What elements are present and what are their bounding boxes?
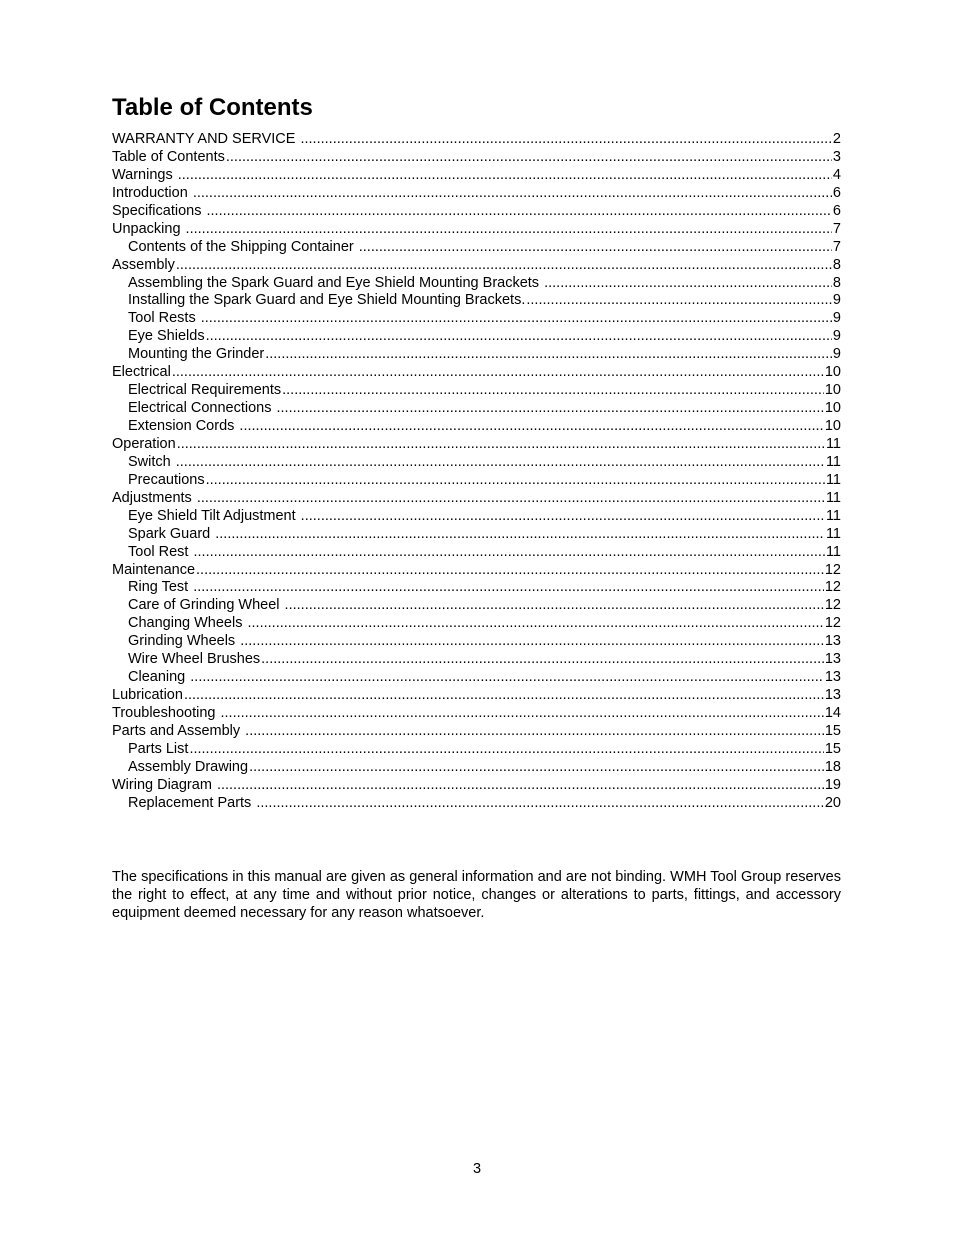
toc-entry-page: 20	[824, 794, 841, 811]
toc-subentry[interactable]	[112, 597, 841, 615]
toc-entry[interactable]	[112, 257, 841, 275]
toc-entry-title: Mounting the Grinder	[128, 346, 265, 363]
toc-dot-leader	[277, 400, 824, 418]
toc-subentry[interactable]	[112, 239, 841, 257]
toc-entry-title: Assembly	[112, 256, 175, 273]
toc-entry-page: 8	[832, 256, 841, 273]
toc-dot-leader	[206, 328, 832, 346]
toc-entry[interactable]	[112, 562, 841, 580]
toc-subentry[interactable]	[112, 544, 841, 562]
toc-entry-page: 11	[825, 489, 841, 506]
specifications-disclaimer: The specifications in this manual are given as general information and are not binding. WMH Tool Group reserves the right to effect, at any time and without prior notice, changes or alterations to parts, fittings, and accessory equipment deemed necessary for any reason whatsoever.	[112, 869, 841, 921]
toc-subentry[interactable]	[112, 759, 841, 777]
toc-dot-leader	[544, 275, 832, 293]
toc-entry-page: 8	[832, 274, 841, 291]
toc-dot-leader	[265, 346, 832, 364]
toc-entry-page: 12	[824, 561, 841, 578]
toc-entry-page: 11	[825, 525, 841, 542]
toc-entry-title: Troubleshooting	[112, 705, 220, 721]
toc-entry-page: 7	[832, 238, 841, 255]
toc-subentry[interactable]	[112, 651, 841, 669]
toc-entry-page: 12	[824, 597, 841, 614]
toc-entry-title: Care of Grinding Wheel	[128, 597, 284, 614]
toc-entry-page: 10	[824, 400, 841, 417]
toc-dot-leader	[526, 292, 832, 310]
toc-subentry[interactable]	[112, 508, 841, 526]
toc-entry-page: 10	[824, 382, 841, 399]
toc-entry-title: Eye Shield Tilt Adjustment	[128, 507, 300, 524]
toc-entry-page: 11	[825, 507, 841, 524]
toc-dot-leader	[285, 597, 824, 615]
toc-dot-leader	[172, 364, 824, 382]
toc-entry-page: 2	[832, 131, 841, 147]
toc-dot-leader	[189, 741, 823, 759]
toc-entry-title: Electrical Connections	[128, 400, 276, 417]
toc-entry-title: Electrical Requirements	[128, 382, 282, 399]
toc-subentry[interactable]	[112, 400, 841, 418]
toc-entry-page: 15	[824, 722, 841, 739]
toc-entry-page: 4	[832, 166, 841, 183]
toc-entry-title: WARRANTY AND SERVICE	[112, 131, 300, 147]
toc-entry-page: 9	[832, 346, 841, 363]
toc-dot-leader	[186, 221, 832, 239]
toc-entry[interactable]	[112, 490, 841, 508]
toc-entry[interactable]	[112, 777, 841, 795]
toc-entry-page: 19	[824, 776, 841, 793]
toc-dot-leader	[207, 203, 832, 221]
toc-dot-leader	[217, 777, 824, 795]
toc-entry-page: 13	[824, 651, 841, 668]
toc-dot-leader	[196, 562, 824, 580]
toc-entry-title: Spark Guard	[128, 525, 215, 542]
toc-dot-leader	[261, 651, 824, 669]
toc-entry-title: Wiring Diagram	[112, 776, 216, 793]
page-number: 3	[472, 1161, 482, 1177]
toc-dot-leader	[240, 633, 824, 651]
toc-entry-title: Specifications	[112, 202, 206, 219]
toc-dot-leader	[178, 167, 832, 185]
toc-dot-leader	[249, 759, 824, 777]
toc-entry-title: Grinding Wheels	[128, 633, 240, 650]
toc-dot-leader	[220, 705, 823, 723]
toc-dot-leader	[193, 579, 824, 597]
toc-entry-page: 3	[832, 148, 841, 165]
toc-subentry[interactable]	[112, 418, 841, 436]
toc-entry-page: 13	[824, 687, 841, 704]
toc-entry-page: 6	[832, 184, 841, 201]
toc-dot-leader	[359, 239, 832, 257]
toc-entry-title: Unpacking	[112, 220, 185, 237]
toc-dot-leader	[301, 508, 825, 526]
toc-entry[interactable]	[112, 185, 841, 203]
toc-entry-title: Tool Rests	[128, 310, 200, 327]
toc-entry-page: 9	[832, 310, 841, 327]
toc-entry-title: Switch	[128, 453, 175, 470]
toc-subentry[interactable]	[112, 310, 841, 328]
toc-entry-page: 12	[824, 579, 841, 596]
toc-entry-page: 7	[832, 220, 841, 237]
toc-entry-title: Wire Wheel Brushes	[128, 651, 261, 668]
toc-entry-title: Lubrication	[112, 687, 183, 704]
toc-dot-leader	[193, 185, 832, 203]
toc-entry-page: 6	[832, 202, 841, 219]
toc-dot-leader	[256, 795, 824, 813]
toc-entry-page: 11	[825, 435, 841, 452]
toc-entry-title: Operation	[112, 435, 176, 452]
toc-dot-leader	[282, 382, 824, 400]
toc-dot-leader	[248, 615, 824, 633]
toc-subentry[interactable]	[112, 633, 841, 651]
toc-dot-leader	[177, 436, 825, 454]
toc-entry-title: Maintenance	[112, 561, 196, 578]
toc-dot-leader	[197, 490, 825, 508]
toc-dot-leader	[226, 149, 832, 167]
toc-dot-leader	[176, 454, 825, 472]
toc-dot-leader	[206, 472, 825, 490]
toc-entry[interactable]	[112, 364, 841, 382]
table-of-contents	[112, 131, 841, 813]
page-title: Table of Contents	[112, 94, 313, 121]
toc-entry-page: 18	[824, 758, 841, 775]
toc-entry-page: 13	[824, 633, 841, 650]
toc-subentry[interactable]	[112, 615, 841, 633]
toc-entry-page: 14	[824, 705, 841, 721]
toc-entry-page: 11	[825, 543, 841, 560]
toc-entry[interactable]	[112, 705, 841, 723]
toc-entry[interactable]	[112, 436, 841, 454]
toc-subentry[interactable]	[112, 579, 841, 597]
toc-dot-leader	[300, 131, 831, 149]
toc-subentry[interactable]	[112, 275, 841, 293]
toc-entry-title: Eye Shields	[128, 328, 205, 345]
toc-subentry[interactable]	[112, 472, 841, 490]
toc-dot-leader	[190, 669, 824, 687]
toc-dot-leader	[193, 544, 824, 562]
toc-dot-leader	[239, 418, 823, 436]
toc-entry-page: 10	[824, 364, 841, 381]
toc-entry-title: Cleaning	[128, 669, 190, 686]
toc-entry-title: Changing Wheels	[128, 615, 247, 632]
toc-entry-title: Contents of the Shipping Container	[128, 238, 358, 255]
toc-dot-leader	[245, 723, 824, 741]
toc-entry-page: 15	[824, 740, 841, 757]
toc-subentry[interactable]	[112, 741, 841, 759]
toc-entry[interactable]	[112, 203, 841, 221]
toc-dot-leader	[215, 526, 825, 544]
toc-subentry[interactable]	[112, 454, 841, 472]
toc-dot-leader	[184, 687, 824, 705]
toc-entry-page: 12	[824, 615, 841, 632]
toc-entry-title: Assembly Drawing	[128, 758, 249, 775]
toc-entry-title: Parts List	[128, 740, 189, 757]
toc-dot-leader	[176, 257, 832, 275]
toc-entry-title: Introduction	[112, 184, 192, 201]
toc-entry-page: 9	[832, 328, 841, 345]
toc-entry-title: Installing the Spark Guard and Eye Shield Mounting Brackets.	[128, 292, 526, 309]
toc-subentry[interactable]	[112, 526, 841, 544]
toc-entry[interactable]	[112, 687, 841, 705]
toc-entry-title: Tool Rest	[128, 543, 193, 560]
toc-dot-leader	[201, 310, 832, 328]
toc-entry-title: Warnings	[112, 166, 177, 183]
toc-entry-title: Adjustments	[112, 489, 196, 506]
toc-entry-title: Assembling the Spark Guard and Eye Shield Mounting Brackets	[128, 274, 544, 291]
toc-entry-title: Electrical	[112, 364, 171, 381]
toc-subentry[interactable]	[112, 669, 841, 687]
toc-entry[interactable]	[112, 131, 841, 149]
toc-entry-title: Ring Test	[128, 579, 193, 596]
toc-entry[interactable]	[112, 221, 841, 239]
toc-entry-title: Extension Cords	[128, 418, 239, 434]
toc-entry-page: 11	[825, 471, 841, 488]
toc-entry-title: Table of Contents	[112, 148, 225, 165]
toc-entry-title: Parts and Assembly	[112, 722, 245, 739]
toc-entry[interactable]	[112, 723, 841, 741]
toc-subentry[interactable]	[112, 292, 841, 310]
toc-entry-title: Replacement Parts	[128, 794, 256, 811]
toc-subentry[interactable]	[112, 346, 841, 364]
toc-subentry[interactable]	[112, 328, 841, 346]
toc-entry-title: Precautions	[128, 471, 205, 488]
toc-entry-page: 10	[824, 418, 841, 434]
toc-entry[interactable]	[112, 149, 841, 167]
toc-subentry[interactable]	[112, 382, 841, 400]
toc-entry-page: 13	[824, 669, 841, 686]
toc-entry-page: 9	[832, 292, 841, 309]
toc-entry-page: 11	[825, 453, 841, 470]
toc-entry[interactable]	[112, 167, 841, 185]
toc-subentry[interactable]	[112, 795, 841, 813]
